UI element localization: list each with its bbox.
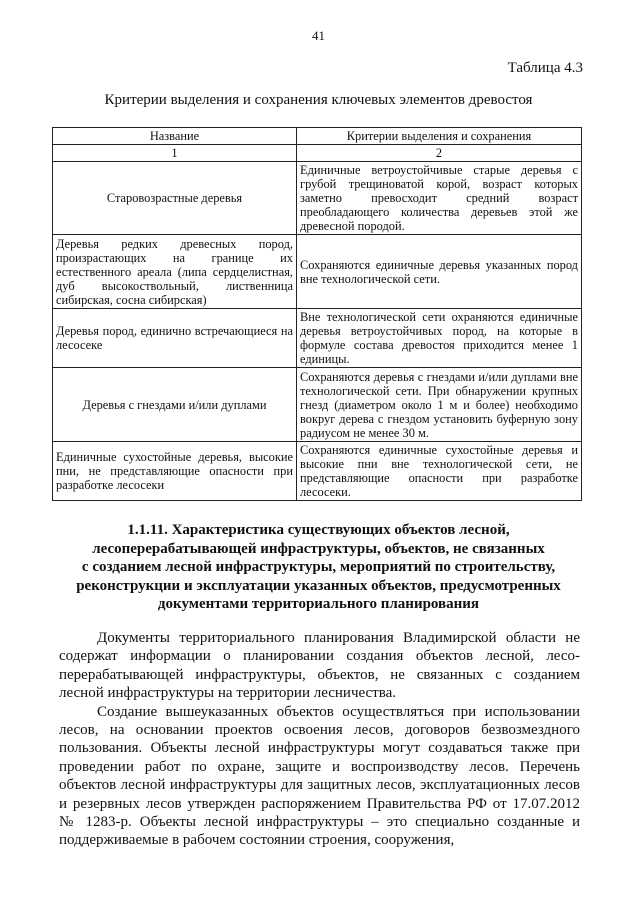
table-caption: Критерии выделения и сохранения ключевых элементов древостоя xyxy=(104,92,533,108)
column-number-2: 2 xyxy=(297,145,582,162)
row-criteria: Единичные ветроустойчивые старые деревья с грубой трещиноватой корой, возраст которых заметно превосходит средний возраст преобладающего количества деревьев этой же древесной породой. xyxy=(297,162,582,235)
row-criteria: Вне технологической сети охраняются единичные деревья ветроустойчивых пород, на которые в формуле состава древостоя приходится менее 1 единицы. xyxy=(297,309,582,368)
row-criteria: Сохраняются единичные сухостойные деревья и высокие пни вне технологической сети, не представляющие опасности при разработке лесосеки. xyxy=(297,442,582,501)
paragraph: Документы территориального планирования Владимирской области не содержат информации о планировании создания объектов лесной, лесо-перерабатывающей инфраструктуры, объектов, не связанных с созданием лесной инфраструктуры на территории лесничества. xyxy=(59,630,580,702)
section-heading-line: с созданием лесной инфраструктуры, мероприятий по строительству, xyxy=(81,559,556,576)
row-name: Единичные сухостойные деревья, высокие пни, не представляющие опасности при разработке лесосеки xyxy=(53,442,297,501)
table-row xyxy=(53,309,582,368)
column-header-name: Название xyxy=(53,128,297,145)
row-name: Деревья с гнездами и/или дуплами xyxy=(53,368,297,442)
section-heading-line: лесоперерабатывающей инфраструктуры, объектов, не связанных xyxy=(92,540,545,557)
column-header-criteria: Критерии выделения и сохранения xyxy=(297,128,582,145)
section-heading-line: 1.1.11. Характеристика существующих объектов лесной, xyxy=(127,522,510,538)
row-criteria: Сохраняются единичные деревья указанных пород вне технологической сети. xyxy=(297,235,582,309)
table-label: Таблица 4.3 xyxy=(507,60,583,76)
row-criteria: Сохраняются деревья с гнездами и/или дуплами вне технологической сети. При обнаружении крупных гнезд (диаметром около 1 м и более) необходимо вокруг дерева с гнездом установить буферную зону радиусом не менее 30 м. xyxy=(297,368,582,442)
table-row xyxy=(53,235,582,309)
page-number: 41 xyxy=(312,28,325,43)
paragraph: Создание вышеуказанных объектов осуществляться при использовании лесов, на основании проектов освоения лесов, договоров безвозмездного пользования. Объекты лесной инфраструктуры могут создаваться также при проведении работ по охране, защите и воспроизводству лесов. Перечень объектов лесной инфраструктуры для защитных лесов, эксплуатационных лесов и резервных лесов утвержден распоряжением Правительства РФ от 17.07.2012 № 1283-р. Объекты лесной инфраструктуры – это специально созданные и поддерживаемые в рабочем состоянии строения, сооружения, xyxy=(59,703,580,849)
table-row xyxy=(53,368,582,442)
row-name: Деревья пород, единично встречающиеся на лесосеке xyxy=(53,309,297,368)
table-row xyxy=(53,442,582,501)
criteria-table xyxy=(52,127,582,501)
column-number-row xyxy=(53,145,582,162)
section-heading-line: документами территориального планирования xyxy=(157,596,480,613)
row-name: Деревья редких древесных пород, произрастающих на границе их естественного ареала (липа сердцелистная, дуб высокоствольный, лиственница сибирская, сосна сибирская) xyxy=(53,235,297,309)
row-name: Старовозрастные деревья xyxy=(53,162,297,235)
table-header-row xyxy=(53,128,582,145)
section-heading xyxy=(40,521,597,614)
body-text xyxy=(59,629,580,850)
column-number-1: 1 xyxy=(53,145,297,162)
table-row xyxy=(53,162,582,235)
section-heading-line: реконструкции и эксплуатации указанных объектов, предусмотренных xyxy=(76,577,561,594)
